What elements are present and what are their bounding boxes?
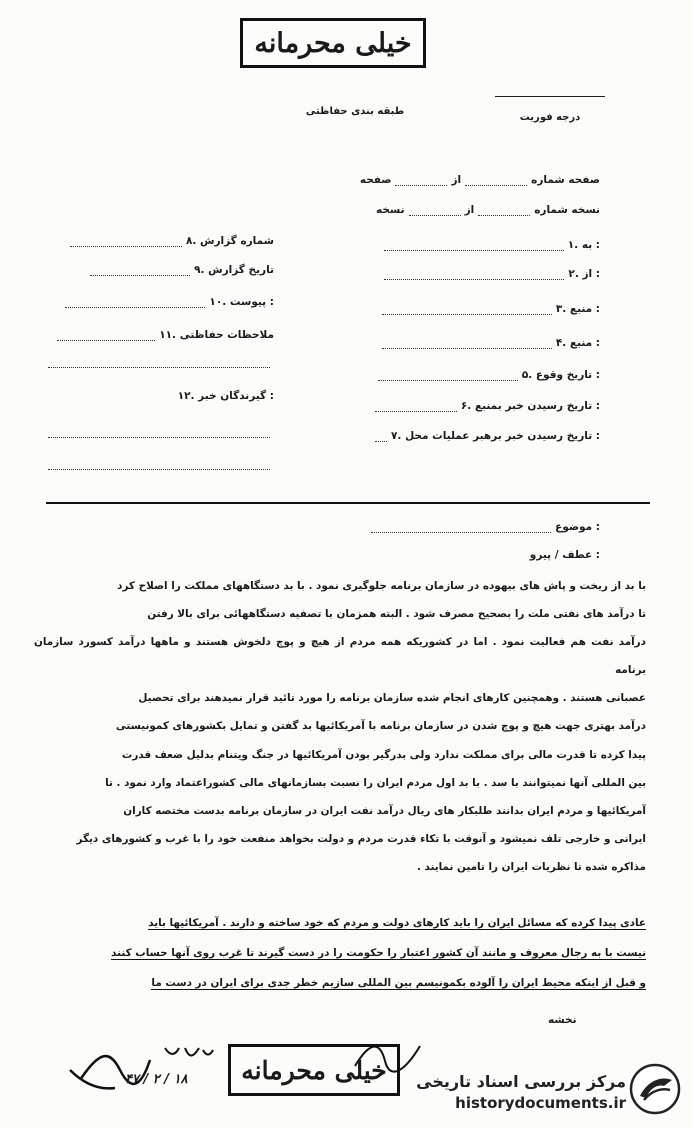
body-line: درآمد نفت هم فعالیت نمود . اما در کشوریکه همه مردم از هیچ و پوچ دلخوش هستند و ماهها درآمد کسورد سازمان برنامه [34,636,646,677]
field-report-number [66,235,274,247]
field-attachment-label: ۱۰. پیوست : [209,296,274,308]
underlined-line: عادی پیدا کرده که مسائل ایران را باید کارهای دولت و مردم که خود ساخته و دارند . آمریکائیها باید [148,917,646,929]
subject-label: موضوع : [555,521,600,533]
handwritten-date: ۱۸ / ۲ / ۴۷ [125,1072,188,1087]
field-attachment [61,296,274,308]
field-occurrence-date-dots [378,371,518,381]
page-of-label: از [451,174,462,186]
archive-logo-icon [628,1062,682,1116]
field-from-label: ۲. از : [568,268,600,280]
body-line: ایرانی و خارجی تلف نمیشود و آنوقت با تکاء قدرت مردم و دولت بخواهد منفعت خود را با غرب و کشورهای دیگر [76,832,646,845]
copy-number-label: نسخه شماره [534,204,600,216]
top-classification-stamp: خیلی محرمانه [240,18,426,68]
body-line: با بد از ریخت و پاش های بیهوده در سازمان برنامه جلوگیری نمود . با بد دستگاههای مملکت را اصلاح کرد [117,580,646,592]
subject-dots [371,523,551,533]
body-line: درآمد بهتری جهت هیچ و پوچ شدن در سازمان برنامه با آمریکائیها بد گفتن و تمایل بکشورهای کمونیستی [115,720,646,733]
field-news-received-leader [371,430,600,442]
underlined-line: و قبل از اینکه محیط ایران را آلوده بکمونیسم بین المللی سازیم خطر جدی برای ایران در دست ما [151,977,646,989]
field-news-received-leader-label: ۷. تاریخ رسیدن خبر برهبر عملیات محل : [391,430,600,442]
page-number-label: صفحه شماره [531,174,600,186]
watermark-title: مرکز بررسی اسناد تاریخی [416,1072,626,1091]
field-report-date-dots [90,266,190,276]
field-attachment-dots [65,298,205,308]
body-line: تا درآمد های نفتی ملت را بصحیح مصرف شود . البته همزمان با تصفیه دستگاههائی برای بالا رفتن [147,608,646,621]
field-security-notes-label: ۱۱. ملاحظات حفاظتی [159,329,274,341]
followup-label: عطف / پیرو : [529,549,600,561]
copy-unit-label: نسخه [376,204,405,216]
field-source-1-dots [382,305,552,315]
field-to-dots [384,241,564,251]
priority-label: درجه فوریت [519,112,581,123]
handwritten-signature [40,1030,240,1100]
copy-number-row [376,204,600,216]
copy-of-label: از [464,204,475,216]
field-source-2-dots [382,339,552,349]
field-to [380,239,600,251]
body-line: مذاکره شده تا نظریات ایران را تامین نمایند . [416,860,646,873]
followup-row [530,549,600,561]
body-line: پیدا کرده تا قدرت مالی برای مملکت ندارد ولی بدرگیر بودن آمریکائیها در جنگ ویتنام بدلیل ضعف قدرت [121,748,646,761]
priority-rule [495,96,605,97]
field-report-number-dots [70,237,182,247]
closing-word: نخشه [548,1014,577,1026]
field-occurrence-date [374,369,600,381]
recipients-dots-1 [48,436,270,438]
field-recipients-label: ۱۲. گیرندگان خبر : [177,390,274,402]
subject-row [367,521,600,533]
field-to-label: ۱. به : [567,239,600,251]
field-source-2-label: ۴. منبع : [555,337,600,349]
page-number-row [360,174,600,186]
field-source-1 [378,303,600,315]
report-body [34,572,646,881]
field-report-date [86,264,274,276]
field-from-dots [384,270,564,280]
field-security-notes-dots [57,331,155,341]
copy-total-dots [409,206,461,216]
field-news-received-source [371,400,600,412]
underlined-passage [34,908,646,998]
field-report-number-label: ۸. شماره گزارش [185,235,274,247]
field-from [380,268,600,280]
field-recipients [178,390,274,402]
field-source-2 [378,337,600,349]
watermark-url[interactable]: historydocuments.ir [455,1094,626,1112]
field-source-1-label: ۳. منبع : [555,303,600,315]
classification-label: طبقه بندی حفاظتی [305,106,405,117]
recipients-dots-2 [48,468,270,470]
field-report-date-label: ۹. تاریخ گزارش [194,264,274,276]
page-unit-label: صفحه [359,174,392,186]
page-number-dots [465,176,527,186]
field-security-notes [53,329,274,341]
body-line: آمریکائیها و مردم ایران بدانند طلبکار های ریال درآمد نفت ایران در سازمان برنامه بدست مختصه کاران [123,804,646,817]
field-news-received-source-dots [375,402,457,412]
body-line: بین المللی آنها نمیتوانند با سد . با بد اول مردم ایران را نسبت بسازمانهای مالی کشوراعتماد وارد نمود . تا [105,776,646,789]
section-separator [46,502,650,504]
field-news-received-leader-dots [375,432,387,442]
body-line: عصبانی هستند . وهمچنین کارهای انجام شده سازمان برنامه را مورد تائید قرار نمیدهند برای تحصیل [138,692,646,705]
copy-number-dots [478,206,530,216]
field-news-received-source-label: ۶. تاریخ رسیدن خبر بمنبع : [460,400,600,412]
bottom-classification-stamp: خیلی محرمانه [228,1044,400,1096]
security-notes-extra-dots [48,366,270,368]
field-occurrence-date-label: ۵. تاریخ وقوع : [521,369,600,381]
page-total-dots [395,176,447,186]
underlined-line: نیست با به رجال معروف و مانند آن کشور اعتبار را حکومت را در دست گیرند تا غرب روی آنها حساب کنند [111,947,646,959]
